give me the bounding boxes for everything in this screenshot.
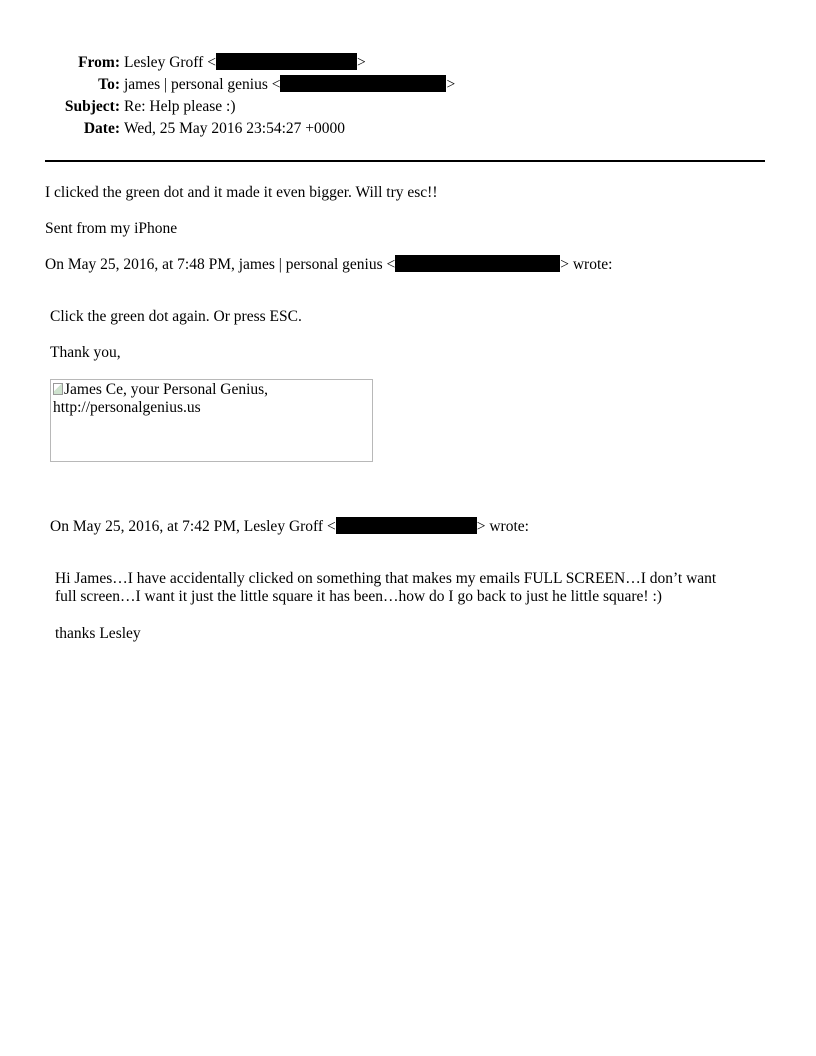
to-row [0, 74, 816, 96]
header-divider [45, 160, 765, 162]
subject-value: Re: Help please :) [124, 98, 236, 115]
from-close: > [356, 54, 366, 71]
to-label: To: [98, 76, 120, 93]
quote-header-1-prefix: On May 25, 2016, at 7:48 PM, james | personal genius < [45, 256, 396, 273]
from-value [124, 52, 366, 74]
redaction-block [216, 53, 357, 70]
quote-header-1 [45, 255, 612, 275]
quote-header-1-suffix: > wrote: [560, 256, 613, 273]
to-close: > [446, 76, 456, 93]
image-alt-line-1: James Ce, your Personal Genius, [64, 381, 269, 398]
original-line-2: full screen…I want it just the little square it has been…how do I go back to just he little square! :) [55, 588, 662, 605]
quote-header-2 [50, 517, 529, 537]
redaction-block [395, 255, 560, 272]
reply-line-2: Thank you, [50, 344, 121, 361]
date-row [0, 118, 816, 140]
image-alt-line-2: http://personalgenius.us [53, 399, 201, 416]
redaction-block [280, 75, 446, 92]
redaction-block [336, 517, 477, 534]
date-label: Date: [83, 120, 120, 137]
signature-image [50, 379, 373, 462]
original-line-1: Hi James…I have accidentally clicked on something that makes my emails FULL SCREEN…I don’t want [55, 570, 717, 587]
date-value: Wed, 25 May 2016 23:54:27 +0000 [124, 120, 346, 137]
original-message [55, 570, 716, 606]
email-header [0, 52, 816, 140]
body-line-1: I clicked the green dot and it made it even bigger. Will try esc!! [45, 184, 438, 201]
broken-image-icon [53, 383, 63, 395]
quote-header-2-suffix: > wrote: [476, 518, 529, 535]
to-name: james | personal genius < [124, 76, 281, 93]
reply-line-1: Click the green dot again. Or press ESC. [50, 308, 302, 325]
subject-label: Subject: [64, 98, 120, 115]
signoff: thanks Lesley [55, 625, 141, 642]
sent-from-line: Sent from my iPhone [45, 220, 178, 237]
subject-row [0, 96, 816, 118]
from-row [0, 52, 816, 74]
from-label: From: [78, 54, 120, 71]
signature-image-alt [53, 381, 353, 417]
quote-header-2-prefix: On May 25, 2016, at 7:42 PM, Lesley Groff < [50, 518, 336, 535]
to-value [124, 74, 455, 96]
from-name: Lesley Groff < [124, 54, 216, 71]
